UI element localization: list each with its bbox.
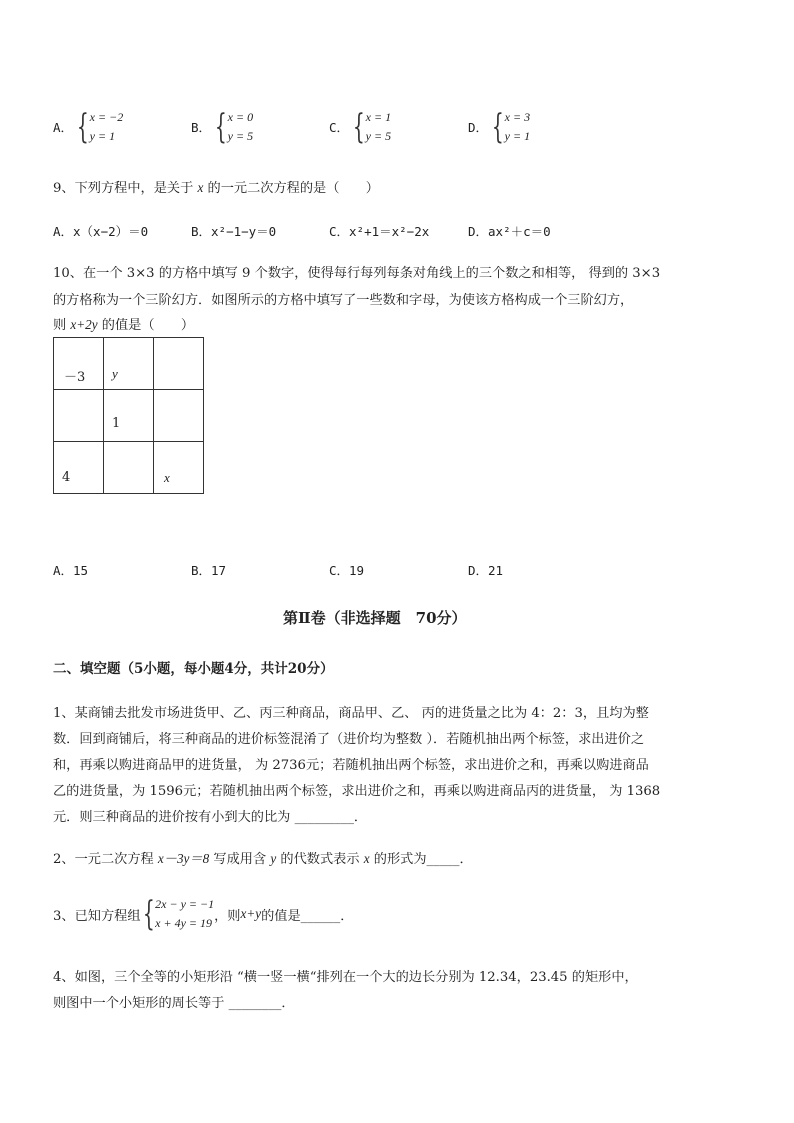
q10-line-3 (53, 314, 194, 333)
fill-q3-text: 3、已知方程组 (53, 908, 141, 924)
brace: { (491, 107, 504, 147)
fill-q1-line-4: 乙的进货量，为 1596元；若随机抽出两个标签，求出进价之和，再乘以购进商品丙的进货量， 为 1368 (53, 784, 661, 799)
q8-option-c (329, 108, 391, 146)
q9-stem (53, 177, 379, 196)
brace: { (352, 107, 365, 147)
fill-q4-line-1: 4、如图，三个全等的小矩形沿 “横一竖一横“排列在一个大的边长分别为 12.34，23.45 的矩形中， (53, 970, 638, 985)
fill-q1-line-2: 数．回到商铺后，将三种商品的进价标签混淆了（进价均为整数 ）．若随机抽出两个标签，求出进价之 (53, 732, 645, 747)
fill-q3 (53, 895, 353, 933)
cell-value: y (112, 366, 118, 381)
q10-expression: x+2y (70, 317, 98, 332)
fill-q2-variable: y (270, 851, 277, 866)
grid-cell (104, 390, 154, 442)
q10-line-1: 10、在一个 3×3 的方格中填写 9 个数字，使得每行每列每条对角线上的三个数之和相等， 得到的 3×3 (53, 266, 661, 281)
fill-q2-text: 2、一元二次方程 (53, 852, 158, 867)
fill-q1-line-5: 元．则三种商品的进价按有小到大的比为 _________． (53, 810, 368, 825)
q9-stem-text-end: 的一元二次方程的是（ ） (203, 181, 379, 196)
grid-cell (154, 390, 204, 442)
equation-system (141, 895, 215, 933)
fill-q2-text: 写成用含 (209, 852, 271, 867)
fill-q3-text: 的值是______． (261, 908, 354, 924)
q9-option-b: B．x²−1−y＝0 (191, 224, 277, 239)
equation-system (75, 108, 123, 146)
brace: { (214, 107, 227, 147)
q9-option-d: D．ax²＋c＝0 (468, 224, 551, 239)
equation: y = 1 (89, 129, 116, 143)
fill-q1-line-3: 和，再乘以购进商品甲的进货量， 为 2736元；若随机抽出两个标签，求出进价之和，再乘以购进商品 (53, 758, 649, 773)
fill-q2-equation: x－3y＝8 (157, 851, 210, 866)
equation: x + 4y = 19 (155, 916, 213, 930)
q9-option-a: A．x（x−2）＝0 (53, 224, 149, 239)
q8-option-d (468, 108, 530, 146)
cell-value: 4 (62, 470, 71, 485)
q9-stem-text: 9、下列方程中，是关于 (53, 181, 198, 196)
equation: x = −2 (89, 110, 124, 124)
fill-q2-text: 的代数式表示 (276, 852, 364, 867)
fill-q1-line-1: 1、某商铺去批发市场进货甲、乙、丙三种商品，商品甲、乙、 丙的进货量之比为 4：2：3，且均为整 (53, 706, 649, 721)
q10-option-b: B．17 (191, 563, 227, 578)
q8-option-a (53, 108, 123, 146)
fill-q4-line-2: 则图中一个小矩形的周长等于 ________． (53, 996, 295, 1011)
equation: x = 1 (365, 110, 392, 124)
q10-option-a: A．15 (53, 563, 89, 578)
fill-q3-text: ，则 (214, 908, 241, 924)
section-title: 第Ⅱ卷（非选择题 70分） (283, 609, 467, 627)
fill-q2-text: 的形式为_____． (369, 852, 473, 867)
grid-cell (104, 338, 154, 390)
q10-option-c: C．19 (329, 563, 365, 578)
cell-value: －3 (64, 370, 86, 385)
brace: { (76, 107, 89, 147)
q10-line-3-text: 则 (53, 318, 71, 333)
q8-option-b (191, 108, 253, 146)
cell-value: 1 (112, 416, 121, 431)
equation-system (490, 108, 530, 146)
grid-cell (154, 338, 204, 390)
q10-line-3-text-end: 的值是（ ） (97, 318, 195, 333)
brace: { (142, 894, 155, 934)
cell-value: x (164, 470, 170, 485)
fill-q3-expression: x+y (240, 906, 262, 921)
option-label: C． (329, 120, 350, 135)
q9-option-c: C．x²+1＝x²−2x (329, 224, 430, 239)
grid-cell (154, 442, 204, 494)
grid-cell (54, 442, 104, 494)
option-label: D． (468, 120, 489, 135)
q10-option-d: D．21 (468, 563, 504, 578)
option-label: A． (53, 120, 74, 135)
fill-q2-variable: x (363, 851, 370, 866)
equation: x = 3 (504, 110, 531, 124)
option-label: B． (191, 120, 212, 135)
equation: x = 0 (227, 110, 254, 124)
q9-variable: x (197, 180, 204, 195)
equation: y = 5 (227, 129, 254, 143)
equation: y = 5 (365, 129, 392, 143)
q10-line-2: 的方格称为一个三阶幻方．如图所示的方格中填写了一些数和字母，为使该方格构成一个三阶幻方， (53, 293, 634, 308)
section-subtitle: 二、填空题（5小题，每小题4分，共计20分） (53, 661, 334, 677)
grid-cell (104, 442, 154, 494)
grid-cell (54, 390, 104, 442)
equation-system (351, 108, 391, 146)
equation: y = 1 (504, 129, 531, 143)
fill-q2 (53, 848, 473, 867)
magic-square-grid (53, 337, 204, 494)
equation-system (213, 108, 253, 146)
grid-cell (54, 338, 104, 390)
equation: 2x − y = −1 (155, 897, 215, 911)
